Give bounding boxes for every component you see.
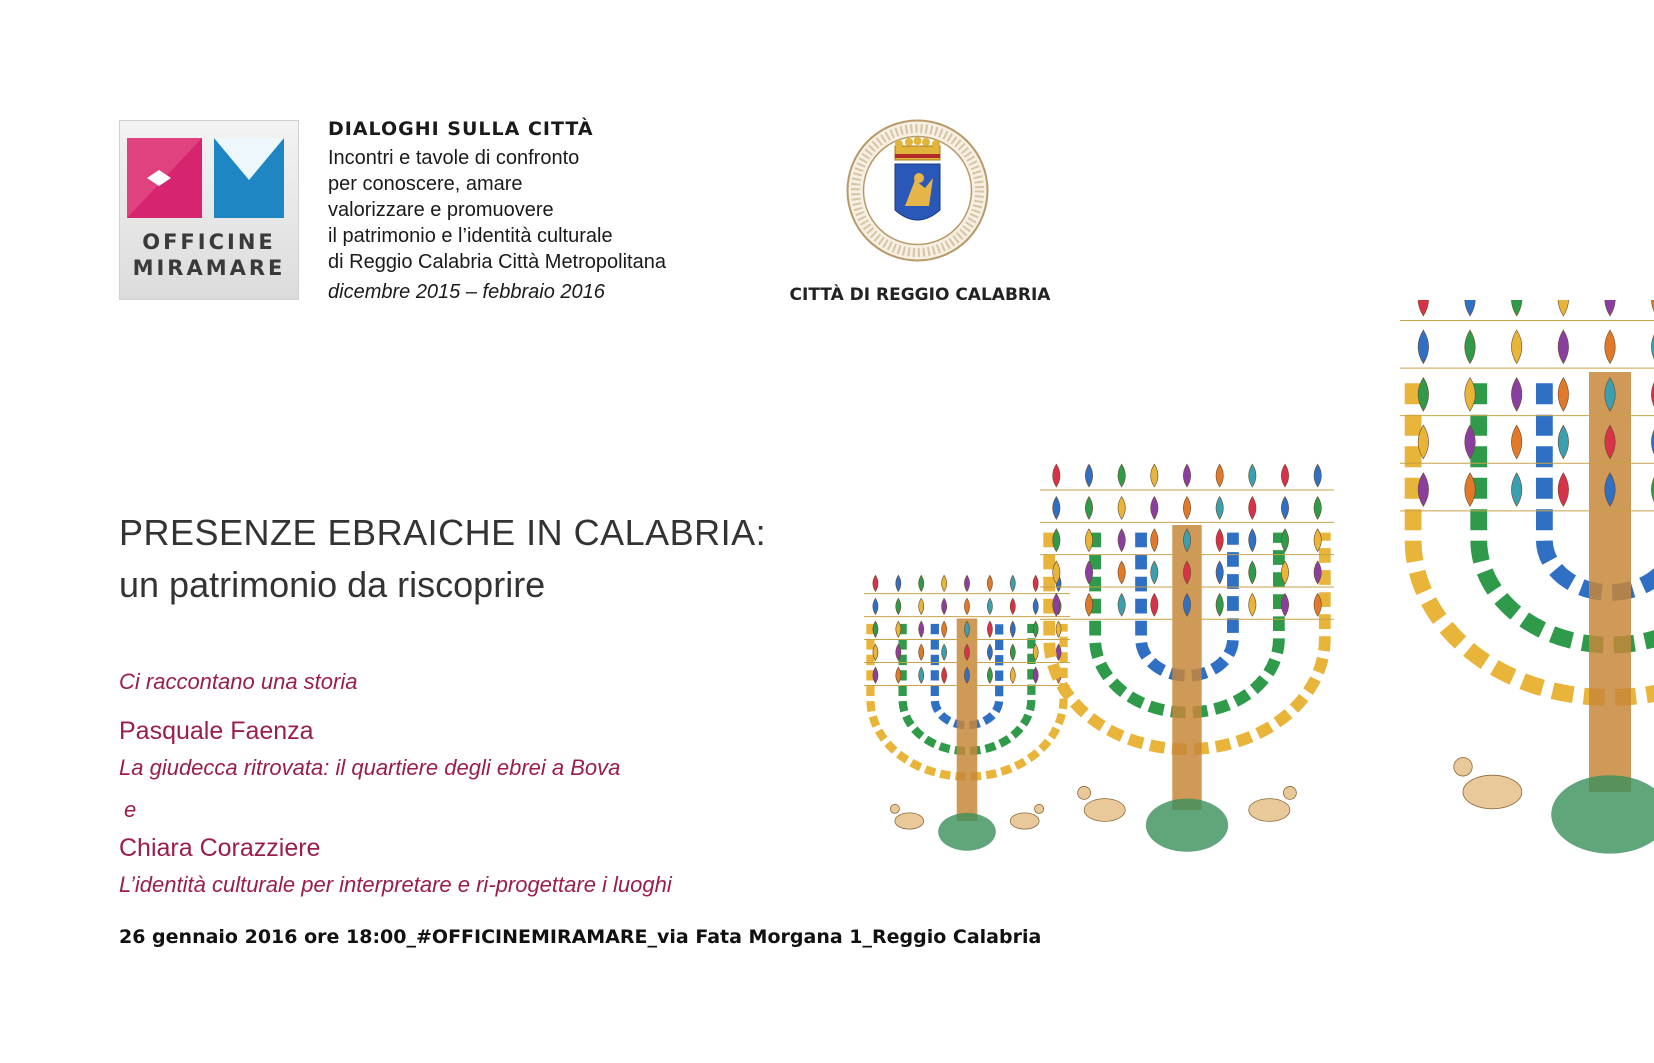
officine-miramare-logo (119, 120, 299, 300)
talk-title: La giudecca ritrovata: il quartiere degli ebrei a Bova (119, 755, 621, 780)
description-line: di Reggio Calabria Città Metropolitana (328, 251, 666, 273)
talk-title: L’identità culturale per interpretare e ri-progettare i luoghi (119, 872, 672, 897)
event-title: PRESENZE EBRAICHE IN CALABRIA: (119, 512, 767, 553)
description-line: Incontri e tavole di confronto (328, 147, 580, 169)
logo-word-miramare: MIRAMARE (132, 256, 286, 280)
city-seal-icon (845, 118, 990, 263)
description-line: valorizzare e promuovere (328, 199, 554, 221)
description-line: il patrimonio e l’identità culturale (328, 225, 613, 247)
speakers-intro: Ci raccontano una storia (119, 669, 358, 694)
event-subtitle: un patrimonio da riscoprire (119, 564, 546, 605)
series-title: DIALOGHI SULLA CITTÀ (328, 118, 594, 140)
seal-caption: CITTÀ DI REGGIO CALABRIA (789, 285, 1051, 305)
menorah-illustration-icon (850, 300, 1654, 910)
speakers-conjunction: e (124, 797, 137, 822)
description-line: per conoscere, amare (328, 173, 523, 195)
speaker-name: Chiara Corazziere (119, 834, 321, 862)
series-dates: dicembre 2015 – febbraio 2016 (328, 281, 605, 303)
speaker-name: Pasquale Faenza (119, 717, 314, 745)
logo-word-officine: OFFICINE (142, 230, 276, 254)
event-details: 26 gennaio 2016 ore 18:00_#OFFICINEMIRAMARE_via Fata Morgana 1_Reggio Calabria (119, 926, 1042, 948)
series-description (328, 145, 666, 275)
